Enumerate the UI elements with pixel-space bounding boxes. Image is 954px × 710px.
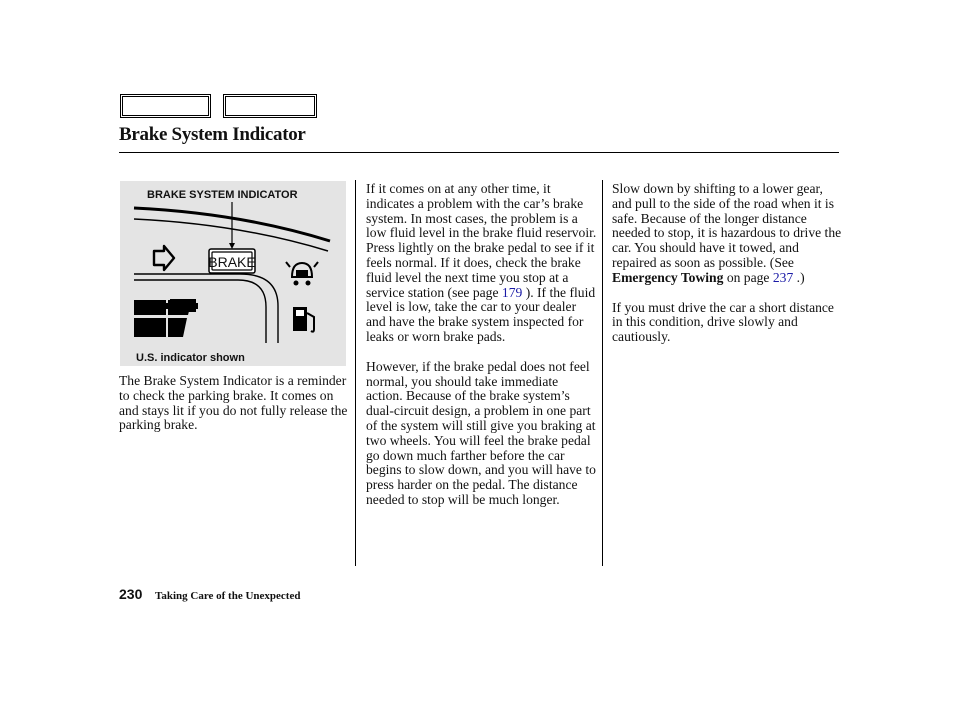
brake-indicator-figure: [120, 181, 346, 366]
col1-paragraph: The Brake System Indicator is a reminder to check the parking brake. It comes on and stays lit if you do not fully release the parking brake.: [119, 373, 348, 433]
section-title: Taking Care of the Unexpected: [155, 590, 301, 602]
emergency-towing-ref: Emergency Towing: [612, 269, 724, 285]
col3-paragraph-2: If you must drive the car a short distance in this condition, drive slowly and cautiously.: [612, 299, 834, 345]
col2-p1-text-after: ). If the fluid level is low, take the car to your dealer and have the brake system inspected for leaks or worn brake pads.: [366, 284, 596, 344]
title-rule: [119, 152, 839, 153]
column-2: [366, 182, 598, 508]
dashboard-illustration: [120, 181, 346, 366]
callout-arrowhead: [229, 243, 235, 249]
col3-p1-mid: on page: [726, 269, 770, 285]
nav-box-next[interactable]: [223, 94, 317, 118]
column-divider-1: [355, 180, 356, 566]
low-fuel-icon: [293, 307, 314, 332]
col2-p1-text: If it comes on at any other time, it indicates a problem with the car’s brake system. In most cases, the problem is a low fluid level in the brake fluid reservoir. Press lightly on the brake pedal to see if it feels normal. If it does, check the brake fluid level the next time you stop at a service station (see page: [366, 181, 597, 300]
page-link-179[interactable]: 179: [501, 284, 523, 300]
door-open-icon: [286, 262, 318, 286]
col2-paragraph-2: However, if the brake pedal does not feel normal, you should take immediate action. Because of the brake system’s dual-circuit design, a problem in one part of the system will still give you braking at two wheels. You will feel the brake pedal go down much farther before the car begins to slow down, and you will have to press harder on the pedal. The distance needed to stop will be much longer.: [366, 358, 596, 507]
brake-lamp-label: BRAKE: [208, 254, 256, 270]
col2-paragraph-1: [366, 182, 598, 345]
page-number: 230: [119, 586, 143, 602]
turn-signal-icon: [154, 246, 174, 270]
figure-caption: U.S. indicator shown: [136, 352, 245, 364]
gauge-segments: [134, 299, 198, 337]
column-1: [119, 374, 351, 433]
col3-p1-text: Slow down by shifting to a lower gear, and pull to the side of the road when it is safe. Because of the longer distance needed to stop, it is hazardous to drive the car. You should have it towed, and repaired as soon as possible. (See: [612, 181, 842, 270]
figure-callout: BRAKE SYSTEM INDICATOR: [147, 189, 298, 201]
col3-paragraph-1: [612, 182, 844, 286]
nav-box-previous[interactable]: [120, 94, 211, 118]
column-3: [612, 182, 844, 345]
page-title: Brake System Indicator: [119, 124, 306, 145]
page-link-237[interactable]: 237: [772, 269, 794, 285]
col3-p1-end: .): [796, 269, 805, 285]
column-divider-2: [602, 180, 603, 566]
